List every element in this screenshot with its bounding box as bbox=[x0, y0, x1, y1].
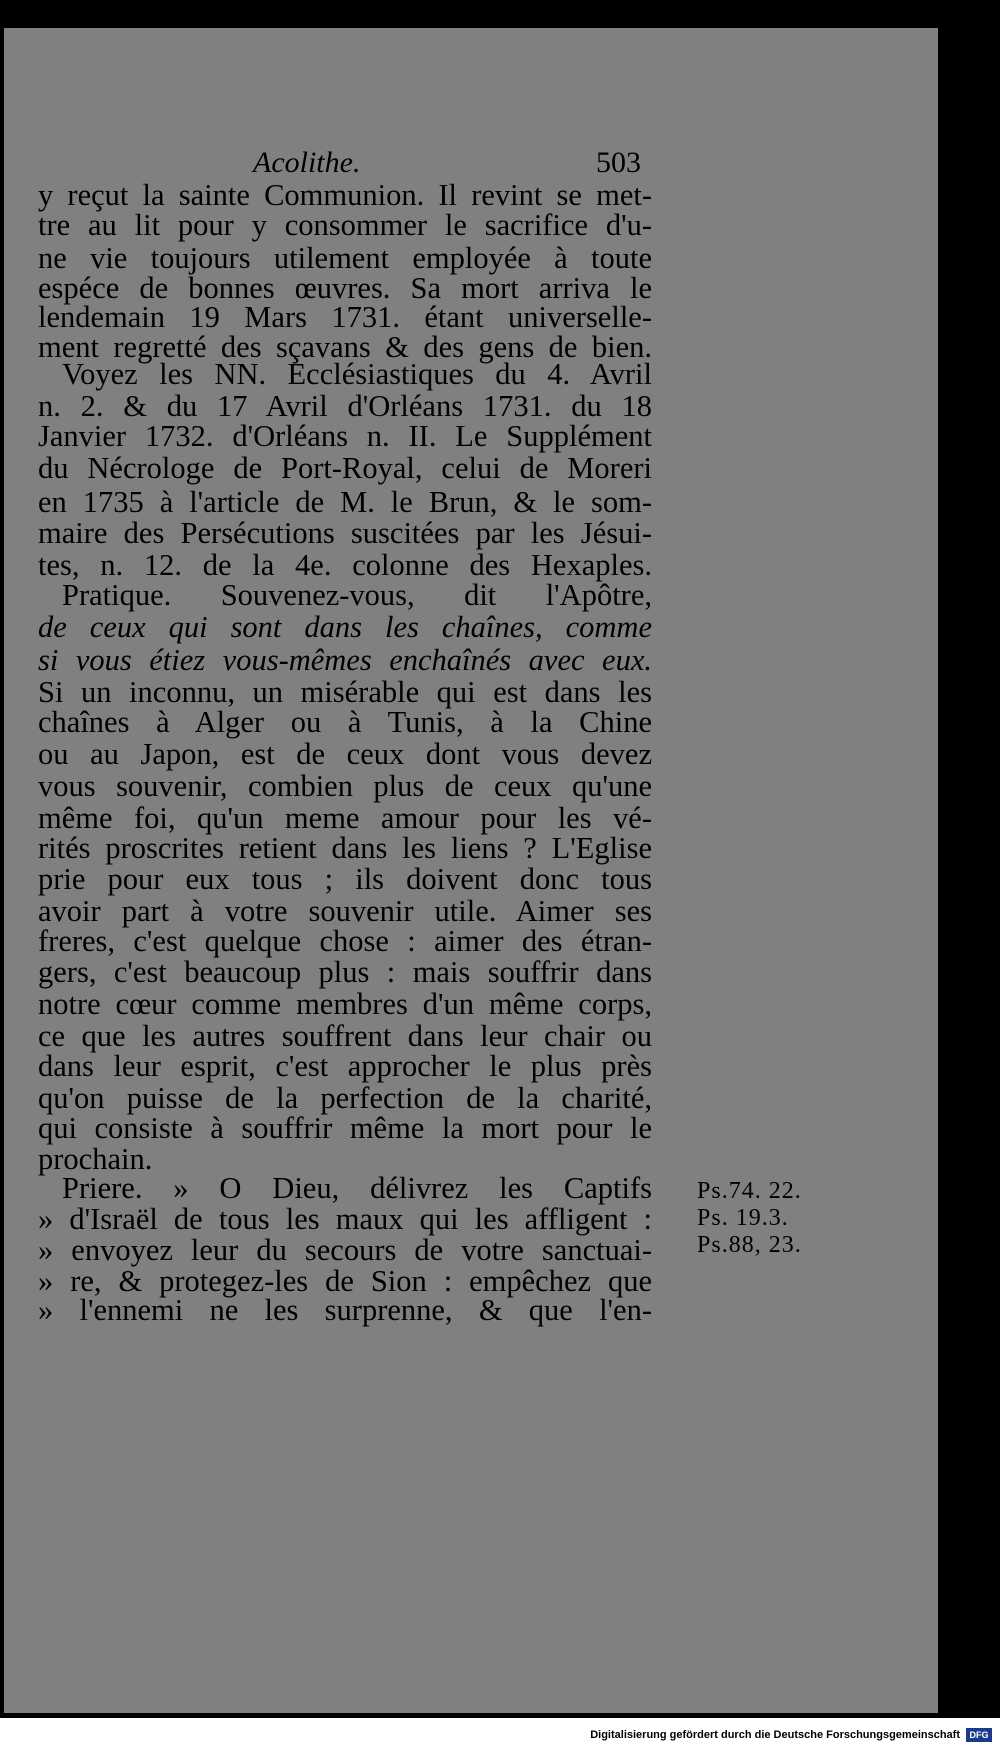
text-line: lendemain 19 Mars 1731. étant universelle- bbox=[38, 300, 652, 334]
text-line: y reçut la sainte Communion. Il revint se met- bbox=[38, 178, 652, 212]
margin-note: Ps.74. 22. bbox=[697, 1178, 802, 1204]
text-line: qui consiste à souffrir même la mort pour le bbox=[38, 1111, 652, 1145]
text-line: Priere. » O Dieu, délivrez les Captifs bbox=[62, 1171, 652, 1205]
text-line: du Nécrologe de Port-Royal, celui de Moreri bbox=[38, 451, 652, 485]
text-line: prie pour eux tous ; ils doivent donc tous bbox=[38, 862, 652, 896]
text-line: avoir part à votre souvenir utile. Aimer ses bbox=[38, 894, 652, 928]
text-line: » re, & protegez-les de Sion : empêchez que bbox=[38, 1264, 652, 1298]
text-line: ne vie toujours utilement employée à toute bbox=[38, 241, 652, 275]
text-line: Si un inconnu, un misérable qui est dans les bbox=[38, 675, 652, 709]
text-line: notre cœur comme membres d'un même corps, bbox=[38, 987, 652, 1021]
text-line: de ceux qui sont dans les chaînes, comme bbox=[38, 610, 652, 644]
text-line: ou au Japon, est de ceux dont vous devez bbox=[38, 737, 652, 771]
text-line: Janvier 1732. d'Orléans n. II. Le Supplément bbox=[38, 419, 652, 453]
margin-note: Ps.88, 23. bbox=[697, 1232, 802, 1258]
text-line: vous souvenir, combien plus de ceux qu'une bbox=[38, 769, 652, 803]
text-line: prochain. bbox=[38, 1142, 153, 1176]
page-number: 503 bbox=[596, 146, 641, 179]
text-line: n. 2. & du 17 Avril d'Orléans 1731. du 18 bbox=[38, 389, 652, 423]
text-line: rités proscrites retient dans les liens ? L'Eglise bbox=[38, 831, 652, 865]
text-line: gers, c'est beaucoup plus : mais souffrir dans bbox=[38, 955, 652, 989]
text-line: tes, n. 12. de la 4e. colonne des Hexaples. bbox=[38, 548, 652, 582]
margin-note: Ps. 19.3. bbox=[697, 1205, 789, 1231]
text-line: Pratique. Souvenez-vous, dit l'Apôtre, bbox=[62, 578, 652, 612]
text-line: » l'ennemi ne les surprenne, & que l'en- bbox=[38, 1293, 652, 1327]
dfg-logo: DFG bbox=[966, 1728, 992, 1742]
text-line: si vous étiez vous-mêmes enchaînés avec eux. bbox=[38, 643, 652, 677]
digitization-credit: Digitalisierung gefördert durch die Deutsche Forschungsgemeinschaft bbox=[590, 1729, 960, 1741]
text-line: » d'Israël de tous les maux qui les affligent : bbox=[38, 1202, 652, 1236]
text-line: chaînes à Alger ou à Tunis, à la Chine bbox=[38, 705, 652, 739]
text-line: ce que les autres souffrent dans leur chair ou bbox=[38, 1019, 652, 1053]
text-line: tre au lit pour y consommer le sacrifice d'u- bbox=[38, 208, 652, 242]
text-line: maire des Persécutions suscitées par les Jésui- bbox=[38, 516, 652, 550]
text-line: Voyez les NN. Ecclésiastiques du 4. Avril bbox=[62, 357, 652, 391]
text-line: en 1735 à l'article de M. le Brun, & le som- bbox=[38, 485, 652, 519]
running-title: Acolithe. bbox=[253, 146, 361, 179]
text-line: qu'on puisse de la perfection de la charité, bbox=[38, 1081, 652, 1115]
text-line: ment regretté des sçavans & des gens de bien. bbox=[38, 330, 652, 364]
text-line: même foi, qu'un meme amour pour les vé- bbox=[38, 801, 652, 835]
text-line: » envoyez leur du secours de votre sanctuai- bbox=[38, 1233, 652, 1267]
text-line: dans leur esprit, c'est approcher le plus près bbox=[38, 1049, 652, 1083]
text-line: freres, c'est quelque chose : aimer des étran- bbox=[38, 924, 652, 958]
text-line: espéce de bonnes œuvres. Sa mort arriva le bbox=[38, 271, 652, 305]
